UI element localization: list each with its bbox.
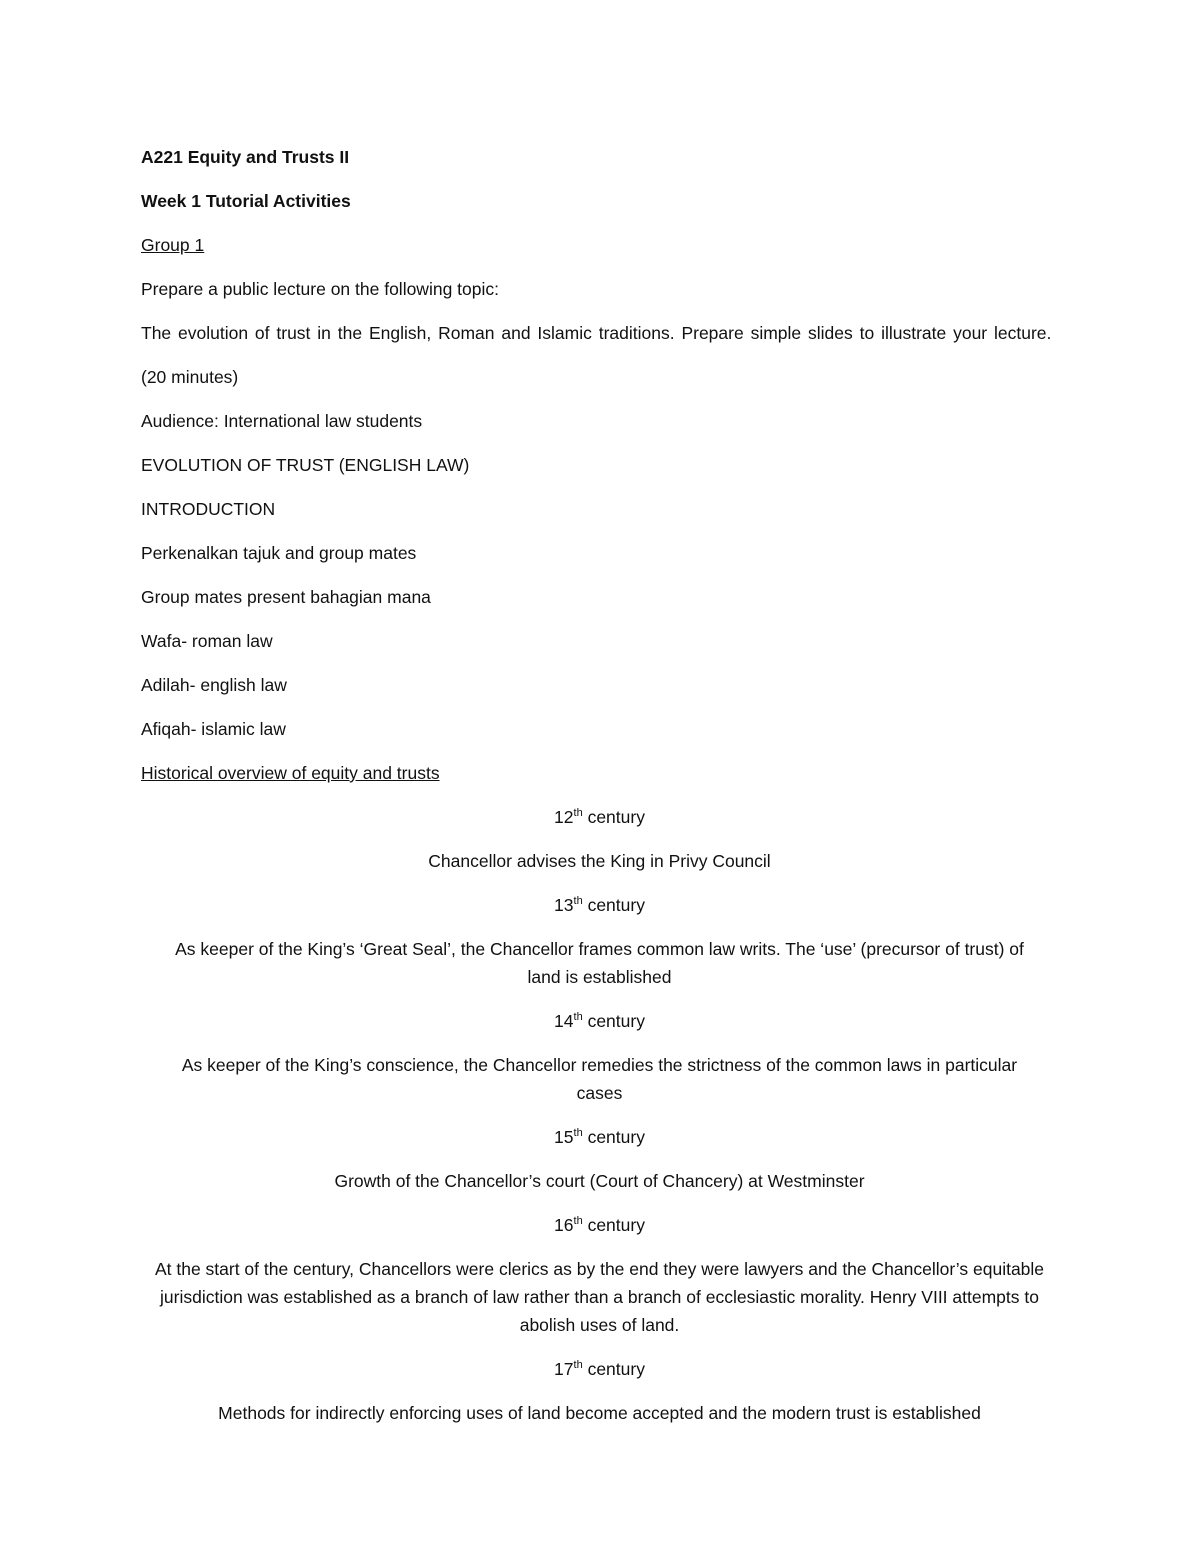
century-heading	[141, 891, 1058, 919]
note-item: Group mates present bahagian mana	[141, 587, 431, 607]
century-suffix: th	[573, 1127, 583, 1140]
week-title: Week 1 Tutorial Activities	[141, 191, 351, 211]
century-heading	[141, 803, 1058, 831]
century-word: century	[582, 807, 645, 827]
group-heading: Group 1	[141, 235, 205, 255]
century-number: 16	[554, 1215, 574, 1235]
note-item: Perkenalkan tajuk and group mates	[141, 543, 417, 563]
century-number: 15	[554, 1127, 574, 1147]
century-heading	[141, 1355, 1058, 1383]
century-suffix: th	[573, 1215, 583, 1228]
task-topic: The evolution of trust in the English, Roman and Islamic traditions. Prepare simple slides to illustrate your lecture.	[141, 323, 1052, 343]
century-heading	[141, 1211, 1058, 1239]
note-item: Afiqah- islamic law	[141, 719, 286, 739]
overview-heading: Historical overview of equity and trusts	[141, 763, 440, 783]
course-title: A221 Equity and Trusts II	[141, 147, 350, 167]
century-word: century	[582, 1215, 645, 1235]
century-description: As keeper of the King’s conscience, the Chancellor remedies the strictness of the common laws in particular cases	[181, 1055, 1018, 1103]
century-description: As keeper of the King’s ‘Great Seal’, the Chancellor frames common law writs. The ‘use’ (precursor of trust) of land is established	[175, 939, 1024, 987]
century-description: At the start of the century, Chancellors were clerics as by the end they were lawyers and the Chancellor’s equitable jurisdiction was established as a branch of law rather than a branch of ecclesiastic morality. Henry VIII attempts to abolish uses of land.	[154, 1259, 1045, 1335]
section-title: EVOLUTION OF TRUST (ENGLISH LAW)	[141, 455, 470, 475]
century-suffix: th	[573, 1359, 583, 1372]
century-heading	[141, 1123, 1058, 1151]
duration: (20 minutes)	[141, 367, 239, 387]
document-body	[141, 143, 1058, 1443]
century-description: Chancellor advises the King in Privy Council	[428, 851, 771, 871]
century-word: century	[582, 1011, 645, 1031]
intro-heading: INTRODUCTION	[141, 499, 276, 519]
century-number: 17	[554, 1359, 574, 1379]
note-item: Wafa- roman law	[141, 631, 273, 651]
century-number: 12	[554, 807, 574, 827]
century-heading	[141, 1007, 1058, 1035]
audience: Audience: International law students	[141, 411, 423, 431]
century-suffix: th	[573, 1011, 583, 1024]
note-item: Adilah- english law	[141, 675, 287, 695]
century-word: century	[582, 1127, 645, 1147]
century-number: 13	[554, 895, 574, 915]
task-intro: Prepare a public lecture on the following topic:	[141, 279, 499, 299]
century-description: Methods for indirectly enforcing uses of land become accepted and the modern trust is established	[218, 1403, 981, 1423]
century-description: Growth of the Chancellor’s court (Court of Chancery) at Westminster	[334, 1171, 865, 1191]
century-number: 14	[554, 1011, 574, 1031]
century-suffix: th	[573, 807, 583, 820]
century-word: century	[582, 1359, 645, 1379]
century-word: century	[582, 895, 645, 915]
century-suffix: th	[573, 895, 583, 908]
